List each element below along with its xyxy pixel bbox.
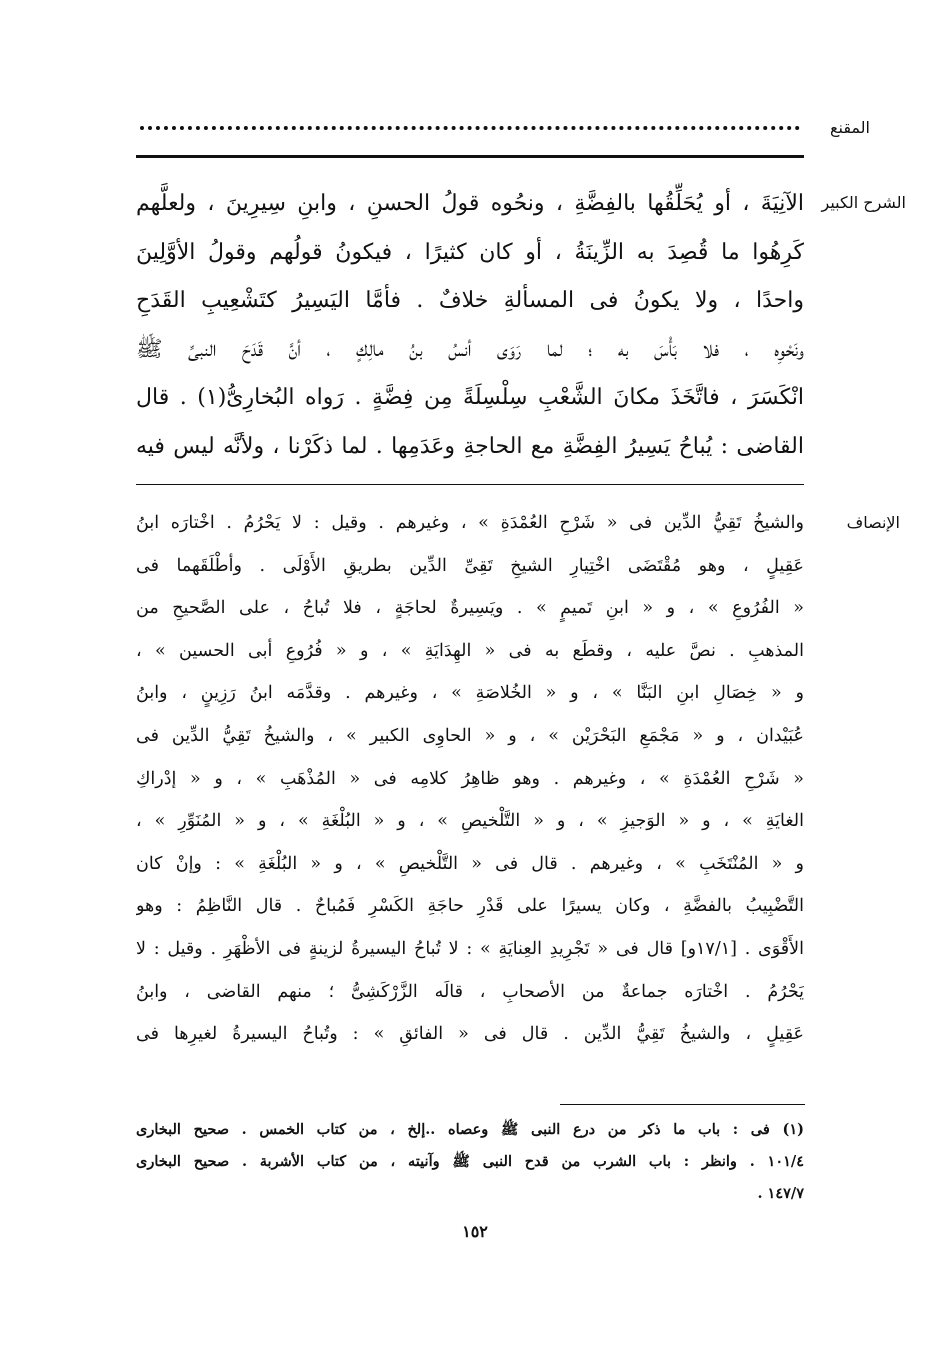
sharh-line: القاضى : يُباحُ يَسِيرُ الفِضَّةِ مع الحاجةِ وعَدَمِها . لما ذكَرْنا ، ولأنَّه ليس فيه: [136, 433, 804, 459]
insaf-line: المذهبِ . نصَّ عليه ، وقطَع به فى « الهِدَايَةِ » ، و « فُرُوعِ أبى الحسين » ،: [136, 640, 804, 661]
insaf-text-block: [136, 502, 804, 1056]
footnote-separator-rule: [560, 1104, 805, 1105]
section-divider-rule: [136, 484, 804, 485]
footnote-line: ١٠١/٤ . وانظر : باب الشرب من قدح النبى ﷺ وآنيته ، من كتاب الأشربة . صحيح البخارى: [136, 1153, 804, 1170]
insaf-line: و « المُنْتَخَبِ » ، وغيرهم . قال فى « التَّلْخيصِ » ، و « البُلْغَةِ » : وإنْ كان: [136, 853, 804, 874]
sharh-line: كَرِهُوا ما قُصِدَ به الزِّينَةُ ، أو كان كثيرًا ، فيكونُ قولُهم وقولُ الأوَّلِينَ: [136, 239, 804, 265]
footnote-line: ١٤٧/٧ .: [757, 1185, 804, 1202]
insaf-line: الغايَةِ » ، و « الوَجيزِ » ، و « التَّلْخيصِ » ، و « البُلْغَةِ » ، و « المُنَوِّرِ » ،: [136, 811, 804, 832]
insaf-line: والشيخُ تَقِيُّ الدِّين فى « شَرْحِ العُمْدَةِ » ، وغيرهم . وقيل : لا يَحْرُمُ . اخْتارَه ابنُ: [136, 513, 804, 533]
sharh-section-label: الشرح الكبير: [821, 193, 906, 212]
insaf-line: عَقِيلٍ ، وهو مُقْتَضَى اخْتِيارِ الشيخِ تَقِىِّ الدِّين بطريقِ الأَوْلَى . وأطْلَقَهما فى: [136, 555, 804, 576]
insaf-line: « الفُرُوعِ » ، و « ابنِ تَميمٍ » . ويَسِيرةٌ لحاجَةٍ ، فلا تُباحُ ، على الصَّحيحِ من: [136, 598, 804, 619]
sharh-line: ونَحْوِه ، فلا بَأْسَ به ؛ لما رَوَى أنسُ بنُ مالِكٍ ، أنَّ قَدَحَ النبىِّ ﷺ: [136, 336, 804, 362]
insaf-line: عُبَيْدان ، و « مَجْمَعِ البَحْرَيْن » ، و « الحاوِى الكبير » ، والشيخُ تَقِيُّ الدِّين فى: [136, 725, 804, 746]
insaf-section-label: الإنصاف: [846, 513, 900, 532]
sharh-text-block: [136, 180, 804, 471]
insaf-line: يَحْرُمُ . اخْتارَه جماعةٌ من الأصحابِ ، قالَه الزَّرْكَشِىُّ ؛ منهم القاضى ، وابنُ: [136, 981, 804, 1002]
sharh-line: انْكَسَرَ ، فاتَّخَذَ مكانَ الشَّعْبِ سِلْسِلَةً مِن فِضَّةٍ . رَواه البُخارِىُّ(١) . قال: [136, 385, 804, 410]
running-header-book-name: المقنع: [829, 118, 870, 137]
insaf-line: التَّضْبِيبُ بالفضَّةِ ، وكان يسيرًا على قَدْرِ حاجَةِ الكَسْرِ فَمُباحٌ . قال النَّاظِمُ : وهو: [136, 896, 804, 917]
insaf-line: « شَرْحِ العُمْدَةِ » ، وغيرهم . وهو ظاهِرُ كلامِه فى « المُذْهَبِ » ، و « إدْراكِ: [136, 768, 804, 789]
insaf-line: عَقِيلٍ ، والشيخُ تَقِيُّ الدِّين . قال فى « الفائقِ » : وتُباحُ اليسيرةُ لغيرِها فى: [136, 1024, 804, 1045]
insaf-line: الأَقْوَى . [١٧/١و] قال فى « تَجْرِيدِ العِنايَةِ » : لا تُباحُ اليسيرةُ لزينةٍ فى الأظْهَرِ . وقيل : لا: [136, 938, 804, 959]
footnotes-block: [136, 1114, 804, 1210]
dotted-header-rule: [140, 126, 800, 130]
page-number: ١٥٢: [462, 1222, 488, 1241]
header-divider-rule: [136, 155, 804, 158]
sharh-line: واحدًا ، ولا يكونُ فى المسألةِ خلافٌ . فأمَّا اليَسِيرُ كتَشْعِيبِ القَدَحِ: [136, 288, 804, 313]
insaf-line: و « خِصَالِ ابنِ البَنَّا » ، و « الخُلاصَةِ » ، وغيرهم . وقدَّمَه ابنُ رَزِينٍ ، وابنُ: [136, 683, 804, 704]
sharh-line: الآنِيَةَ ، أو يُحَلِّقُها بالفِضَّةِ ، ونحُوه قولُ الحسنِ ، وابنِ سِيرِينَ ، ولعلَّهم: [136, 191, 804, 216]
footnote-line: (١) فى : باب ما ذكر من درع النبى ﷺ وعصاه ..إلخ ، من كتاب الخمس . صحيح البخارى: [136, 1121, 804, 1138]
